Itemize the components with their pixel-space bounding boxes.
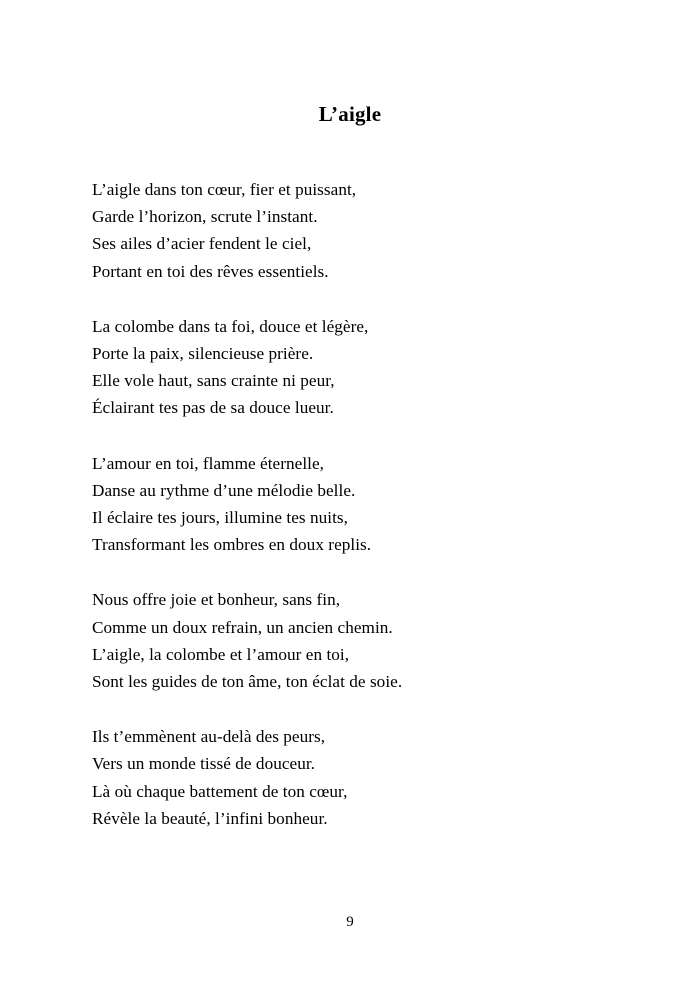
verse-line: L’amour en toi, flamme éternelle, [92, 453, 325, 473]
verse-line: Comme un doux refrain, un ancien chemin. [92, 617, 393, 637]
verse-line: Ses ailes d’acier fendent le ciel, [92, 234, 312, 254]
verse-line: Il éclaire tes jours, illumine tes nuits, [92, 508, 348, 528]
page-number: 9 [346, 914, 354, 930]
verse-line: Révèle la beauté, l’infini bonheur. [92, 808, 328, 828]
verse-line: Danse au rythme d’une mélodie belle. [92, 480, 356, 500]
verse-line: Nous offre joie et bonheur, sans fin, [92, 590, 341, 610]
poem-body [92, 176, 612, 832]
verse-line: Sont les guides de ton âme, ton éclat de soie. [92, 672, 403, 692]
stanza [92, 176, 612, 285]
verse-line: Portant en toi des rêves essentiels. [92, 261, 329, 281]
verse-line: Garde l’horizon, scrute l’instant. [92, 207, 318, 227]
page-title: L’aigle [318, 102, 382, 127]
verse-line: Ils t’emmènent au-delà des peurs, [92, 727, 326, 747]
stanza [92, 313, 612, 422]
verse-line: La colombe dans ta foi, douce et légère, [92, 316, 369, 336]
verse-line: Éclairant tes pas de sa douce lueur. [92, 398, 334, 418]
stanza [92, 450, 612, 559]
verse-line: Transformant les ombres en doux replis. [92, 535, 372, 555]
verse-line: Vers un monde tissé de douceur. [92, 754, 316, 774]
stanza [92, 586, 612, 695]
verse-line: L’aigle, la colombe et l’amour en toi, [92, 644, 350, 664]
verse-line: Elle vole haut, sans crainte ni peur, [92, 371, 335, 391]
verse-line: L’aigle dans ton cœur, fier et puissant, [92, 180, 357, 199]
verse-line: Porte la paix, silencieuse prière. [92, 344, 314, 364]
stanza [92, 723, 612, 832]
verse-line: Là où chaque battement de ton cœur, [92, 781, 348, 801]
